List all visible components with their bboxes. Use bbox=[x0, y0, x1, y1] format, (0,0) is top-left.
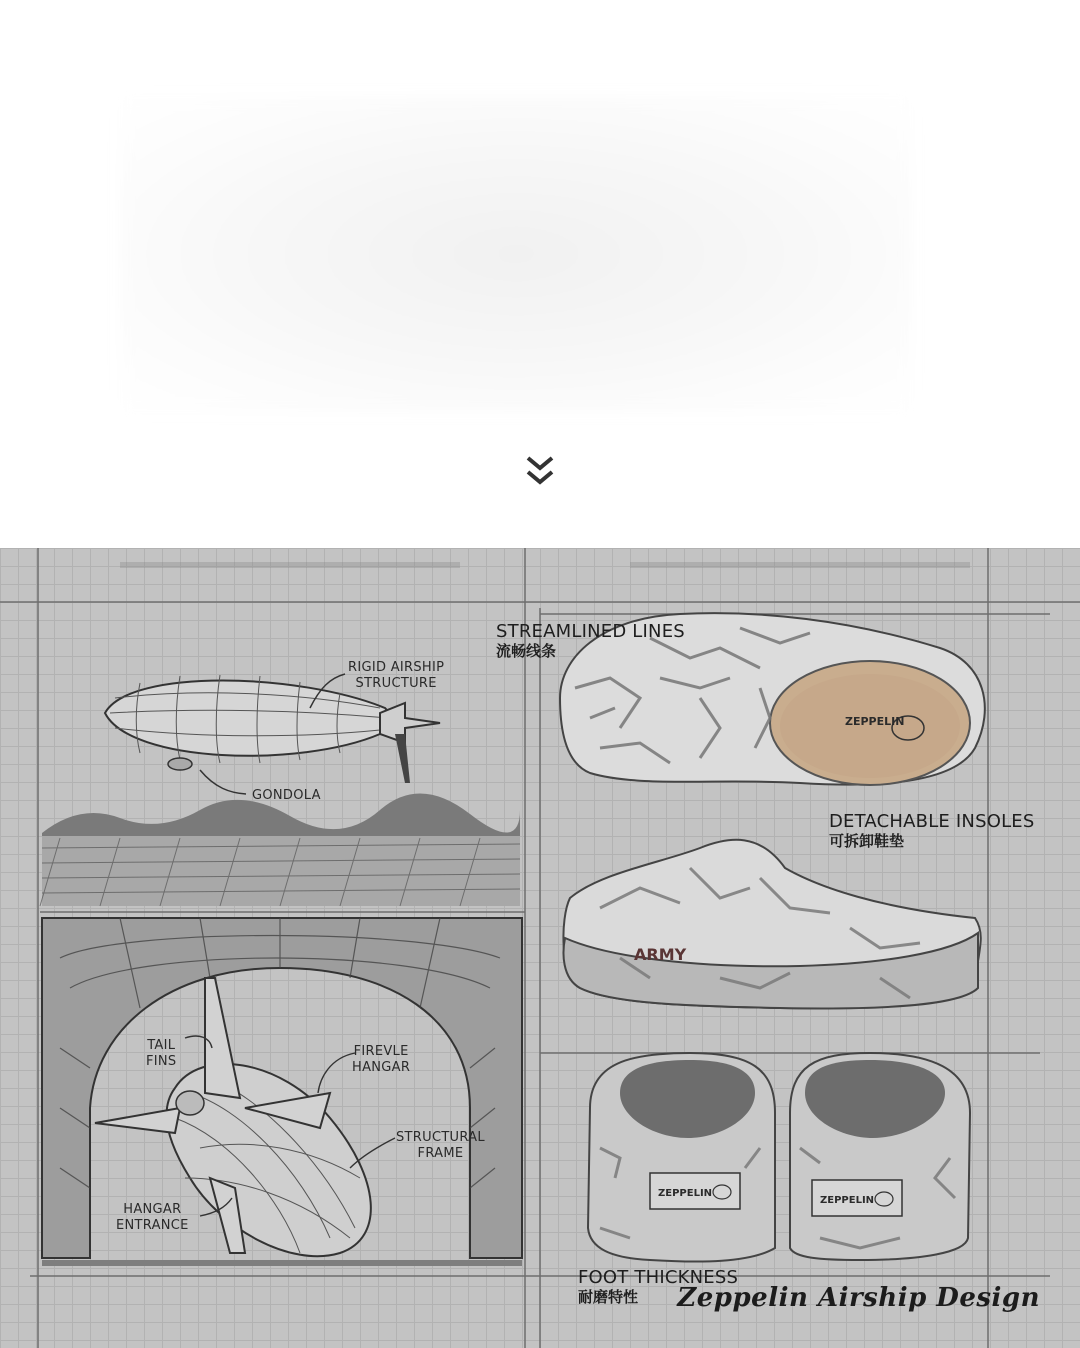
insoles-label bbox=[829, 812, 1035, 849]
design-sketch-board bbox=[0, 548, 1080, 1348]
blurred-banner-image bbox=[120, 96, 912, 412]
streamlined-title-en: STREAMLINED LINES bbox=[496, 621, 685, 642]
callout-structural-frame: STRUCTURAL FRAME bbox=[396, 1130, 485, 1162]
callout-hangar-entrance: HANGAR ENTRANCE bbox=[116, 1202, 189, 1234]
clogs-back-view bbox=[588, 1053, 970, 1262]
thickness-title-cn: 耐磨特性 bbox=[578, 1287, 639, 1306]
heel-logo-left: ZEPPELIN bbox=[658, 1188, 713, 1199]
heel-logo-right: ZEPPELIN bbox=[820, 1195, 875, 1206]
field-sketch bbox=[40, 793, 520, 906]
insole-logo-text: ZEPPELIN bbox=[845, 715, 905, 728]
callout-tail-fins: TAIL FINS bbox=[146, 1038, 177, 1070]
side-print-text: ARMY bbox=[634, 945, 687, 964]
hangar-sketch bbox=[42, 918, 522, 1266]
insoles-title-en: DETACHABLE INSOLES bbox=[829, 811, 1035, 832]
callout-rigid-structure: RIGID AIRSHIP STRUCTURE bbox=[348, 660, 445, 692]
streamlined-title-cn: 流畅线条 bbox=[496, 641, 557, 660]
streamlined-label bbox=[496, 622, 685, 659]
hero-area bbox=[0, 0, 1080, 548]
callout-hangar: FIREVLE HANGAR bbox=[352, 1044, 411, 1076]
callout-gondola: GONDOLA bbox=[252, 788, 321, 803]
brand-signature: Zeppelin Airship Design bbox=[677, 1283, 1040, 1313]
insoles-title-cn: 可拆卸鞋垫 bbox=[829, 831, 905, 850]
faint-header-marks bbox=[120, 562, 970, 568]
thickness-title-en: FOOT THICKNESS bbox=[578, 1267, 739, 1288]
double-chevron-down-icon[interactable] bbox=[522, 452, 558, 492]
clog-side-view bbox=[563, 840, 980, 1009]
